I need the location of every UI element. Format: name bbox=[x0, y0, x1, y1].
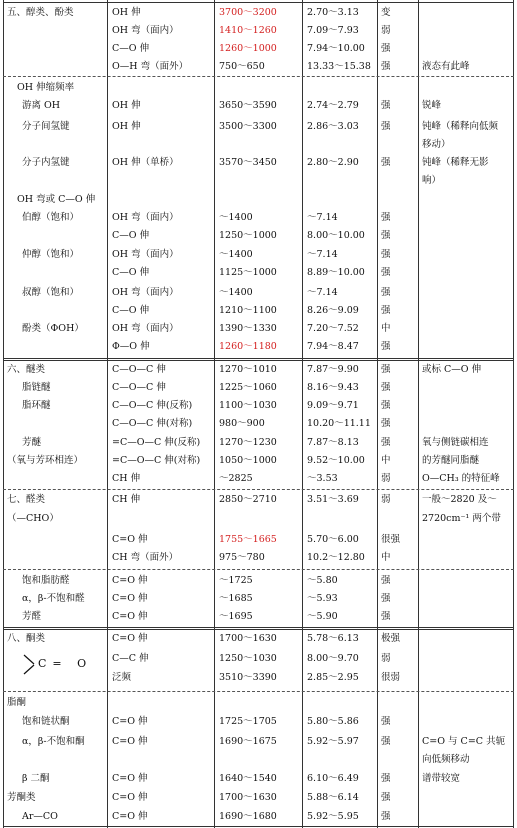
intensity-cell: 强 bbox=[381, 575, 391, 586]
vibration-cell: C—O—C 伸(对称) bbox=[112, 418, 193, 429]
intensity-cell: 强 bbox=[381, 364, 391, 375]
wavelength-cell: 10.2～12.80 bbox=[307, 552, 365, 563]
ketone-structure-symbol bbox=[22, 651, 102, 679]
wavelength-cell: 8.16～9.43 bbox=[307, 382, 359, 393]
group-cell: Ar—CO bbox=[22, 811, 58, 822]
intensity-cell: 强 bbox=[381, 437, 391, 448]
intensity-cell: 强 bbox=[381, 61, 391, 72]
col-rule bbox=[107, 0, 108, 828]
intensity-cell: 强 bbox=[381, 287, 391, 298]
vibration-cell: C—O—C 伸 bbox=[112, 364, 166, 375]
intensity-cell: 很强 bbox=[381, 534, 401, 545]
wavenumber-cell: ～1400 bbox=[219, 249, 253, 260]
intensity-cell: 强 bbox=[381, 341, 391, 352]
wavelength-cell: 5.92～5.97 bbox=[307, 736, 359, 747]
group-cell: 六、醚类 bbox=[7, 364, 46, 375]
section-rule bbox=[3, 627, 514, 630]
note-cell: 响） bbox=[422, 175, 442, 186]
wavenumber-cell: 1050～1000 bbox=[219, 455, 277, 466]
vibration-cell: C—O—C 伸(反称) bbox=[112, 400, 193, 411]
intensity-cell: 强 bbox=[381, 249, 391, 260]
wavenumber-cell: 1250～1030 bbox=[219, 653, 277, 664]
group-cell: 五、醇类、酚类 bbox=[7, 7, 74, 18]
intensity-cell: 强 bbox=[381, 418, 391, 429]
wavelength-cell: 7.94～10.00 bbox=[307, 43, 365, 54]
group-cell: 酚类（ΦOH） bbox=[22, 323, 84, 334]
wavelength-cell: 9.09～9.71 bbox=[307, 400, 359, 411]
wavelength-cell: 5.92～5.95 bbox=[307, 811, 359, 822]
intensity-cell: 强 bbox=[381, 593, 391, 604]
vibration-cell: C=O 伸 bbox=[112, 534, 148, 545]
intensity-cell: 强 bbox=[381, 100, 391, 111]
vibration-cell: CH 弯（面外） bbox=[112, 552, 179, 563]
wavelength-cell: 9.52～10.00 bbox=[307, 455, 365, 466]
wavenumber-cell: 1210～1100 bbox=[219, 305, 277, 316]
vibration-cell: =C—O—C 伸(对称) bbox=[112, 455, 201, 466]
wavelength-cell: ～7.14 bbox=[307, 287, 338, 298]
intensity-cell: 强 bbox=[381, 157, 391, 168]
wavenumber-cell: 3650～3590 bbox=[219, 100, 277, 111]
vibration-cell: C—O 伸 bbox=[112, 230, 150, 241]
group-cell: （氧与芳环相连） bbox=[7, 455, 84, 466]
group-cell: OH 伸缩频率 bbox=[17, 82, 75, 93]
intensity-cell: 极强 bbox=[381, 633, 401, 644]
wavelength-cell: 2.85～2.95 bbox=[307, 672, 359, 683]
group-cell: β 二酮 bbox=[22, 773, 50, 784]
wavenumber-cell: 1250～1000 bbox=[219, 230, 277, 241]
col-rule bbox=[3, 0, 4, 828]
col-rule bbox=[418, 0, 419, 828]
wavenumber-cell: 1270～1230 bbox=[219, 437, 277, 448]
wavelength-cell: 5.88～6.14 bbox=[307, 792, 359, 803]
intensity-cell: 强 bbox=[381, 773, 391, 784]
vibration-cell: 泛频 bbox=[112, 672, 132, 683]
note-cell: 移动） bbox=[422, 139, 451, 150]
group-cell: 七、醛类 bbox=[7, 494, 46, 505]
note-cell: 2720cm⁻¹ 两个带 bbox=[422, 513, 501, 524]
wavelength-cell: 8.89～10.00 bbox=[307, 267, 365, 278]
intensity-cell: 强 bbox=[381, 792, 391, 803]
col-rule bbox=[302, 0, 303, 828]
wavelength-cell: 8.26～9.09 bbox=[307, 305, 359, 316]
row-rule bbox=[3, 489, 514, 490]
wavelength-cell: 8.00～9.70 bbox=[307, 653, 359, 664]
vibration-cell: C=O 伸 bbox=[112, 773, 148, 784]
intensity-cell: 弱 bbox=[381, 494, 391, 505]
intensity-cell: 弱 bbox=[381, 25, 391, 36]
vibration-cell: OH 伸 bbox=[112, 7, 141, 18]
vibration-cell: C=O 伸 bbox=[112, 611, 148, 622]
vibration-cell: OH 弯（面内） bbox=[112, 249, 179, 260]
wavelength-cell: 2.70～3.13 bbox=[307, 7, 359, 18]
wavelength-cell: 13.33～15.38 bbox=[307, 61, 371, 72]
intensity-cell: 中 bbox=[381, 455, 391, 466]
group-cell: 脂环醚 bbox=[22, 400, 51, 411]
wavenumber-cell: 1690～1675 bbox=[219, 736, 277, 747]
group-cell: 八、酮类 bbox=[7, 633, 46, 644]
intensity-cell: 强 bbox=[381, 267, 391, 278]
wavelength-cell: 8.00～10.00 bbox=[307, 230, 365, 241]
wavelength-cell: ～5.80 bbox=[307, 575, 338, 586]
group-cell: 伯醇（饱和） bbox=[22, 212, 80, 223]
group-cell: α，β-不饱和醛 bbox=[22, 593, 85, 604]
wavelength-cell: ～3.53 bbox=[307, 473, 338, 484]
wavenumber-cell: 1100～1030 bbox=[219, 400, 277, 411]
vibration-cell: CH 伸 bbox=[112, 473, 141, 484]
vibration-cell: OH 弯（面内） bbox=[112, 212, 179, 223]
intensity-cell: 强 bbox=[381, 305, 391, 316]
group-cell: 芳醛 bbox=[22, 611, 42, 622]
note-cell: 钝峰（稀释向低频 bbox=[422, 121, 499, 132]
group-cell: 分子内氢键 bbox=[22, 157, 70, 168]
wavenumber-cell: ～1685 bbox=[219, 593, 253, 604]
wavenumber-cell: ～1400 bbox=[219, 212, 253, 223]
wavenumber-cell: 3570～3450 bbox=[219, 157, 277, 168]
vibration-cell: C=O 伸 bbox=[112, 736, 148, 747]
vibration-cell: C—O—C 伸 bbox=[112, 382, 166, 393]
wavelength-cell: 2.74～2.79 bbox=[307, 100, 359, 111]
group-cell: （—CHO） bbox=[7, 513, 59, 524]
vibration-cell: C—O 伸 bbox=[112, 305, 150, 316]
wavelength-cell: ～5.90 bbox=[307, 611, 338, 622]
wavenumber-cell: 1700～1630 bbox=[219, 633, 277, 644]
wavelength-cell: 7.09～7.93 bbox=[307, 25, 359, 36]
vibration-cell: C—C 伸 bbox=[112, 653, 149, 664]
vibration-cell: C=O 伸 bbox=[112, 575, 148, 586]
wavelength-cell: 7.87～9.90 bbox=[307, 364, 359, 375]
note-cell: 的芳醚同脂醚 bbox=[422, 455, 480, 466]
ketone-symbol-text: C= O bbox=[38, 657, 93, 670]
wavelength-cell: 7.94～8.47 bbox=[307, 341, 359, 352]
wavenumber-cell: 1260～1180 bbox=[219, 341, 277, 352]
vibration-cell: C=O 伸 bbox=[112, 593, 148, 604]
intensity-cell: 强 bbox=[381, 212, 391, 223]
note-cell: O—CH₃ 的特征峰 bbox=[422, 473, 500, 484]
intensity-cell: 强 bbox=[381, 43, 391, 54]
group-cell: 叔醇（饱和） bbox=[22, 287, 80, 298]
group-cell: 游离 OH bbox=[22, 100, 61, 111]
row-rule bbox=[3, 826, 514, 827]
note-cell: 液态有此峰 bbox=[422, 61, 470, 72]
intensity-cell: 强 bbox=[381, 811, 391, 822]
intensity-cell: 中 bbox=[381, 552, 391, 563]
wavelength-cell: ～7.14 bbox=[307, 212, 338, 223]
intensity-cell: 强 bbox=[381, 230, 391, 241]
wavelength-cell: 7.20～7.52 bbox=[307, 323, 359, 334]
intensity-cell: 中 bbox=[381, 323, 391, 334]
wavelength-cell: 5.70～6.00 bbox=[307, 534, 359, 545]
row-rule bbox=[3, 569, 514, 570]
vibration-cell: C—O 伸 bbox=[112, 267, 150, 278]
note-cell: 一般～2820 及～ bbox=[422, 494, 497, 505]
wavenumber-cell: 3500～3300 bbox=[219, 121, 277, 132]
wavelength-cell: 2.80～2.90 bbox=[307, 157, 359, 168]
wavenumber-cell: 3510～3390 bbox=[219, 672, 277, 683]
intensity-cell: 强 bbox=[381, 611, 391, 622]
wavelength-cell: ～5.93 bbox=[307, 593, 338, 604]
note-cell: 或标 C—O 伸 bbox=[422, 364, 482, 375]
group-cell: 饱和链状酮 bbox=[22, 716, 70, 727]
col-rule bbox=[214, 0, 215, 828]
wavenumber-cell: 1270～1010 bbox=[219, 364, 277, 375]
wavenumber-cell: ～1400 bbox=[219, 287, 253, 298]
wavenumber-cell: ～1725 bbox=[219, 575, 253, 586]
group-cell: 脂链醚 bbox=[22, 382, 51, 393]
wavelength-cell: ～7.14 bbox=[307, 249, 338, 260]
intensity-cell: 强 bbox=[381, 400, 391, 411]
wavenumber-cell: 1390～1330 bbox=[219, 323, 277, 334]
wavenumber-cell: 3700～3200 bbox=[219, 7, 277, 18]
intensity-cell: 强 bbox=[381, 716, 391, 727]
wavenumber-cell: 1700～1630 bbox=[219, 792, 277, 803]
wavenumber-cell: 1725～1705 bbox=[219, 716, 277, 727]
wavenumber-cell: ～2825 bbox=[219, 473, 253, 484]
vibration-cell: CH 伸 bbox=[112, 494, 141, 505]
wavelength-cell: 5.78～6.13 bbox=[307, 633, 359, 644]
note-cell: 钝峰（稀释无影 bbox=[422, 157, 489, 168]
group-cell: 芳醚 bbox=[22, 437, 42, 448]
intensity-cell: 很弱 bbox=[381, 672, 401, 683]
wavenumber-cell: 1690～1680 bbox=[219, 811, 277, 822]
wavenumber-cell: 1755～1665 bbox=[219, 534, 277, 545]
vibration-cell: OH 弯（面内） bbox=[112, 287, 179, 298]
col-rule bbox=[513, 0, 514, 828]
row-rule bbox=[3, 2, 514, 3]
vibration-cell: O—H 弯（面外） bbox=[112, 61, 189, 72]
row-rule bbox=[3, 76, 514, 77]
wavenumber-cell: 1260～1000 bbox=[219, 43, 277, 54]
note-cell: 锐峰 bbox=[422, 100, 442, 111]
vibration-cell: OH 伸（单桥） bbox=[112, 157, 179, 168]
group-cell: OH 弯或 C—O 伸 bbox=[17, 194, 96, 205]
wavenumber-cell: 1410～1260 bbox=[219, 25, 277, 36]
vibration-cell: C—O 伸 bbox=[112, 43, 150, 54]
wavenumber-cell: 975～780 bbox=[219, 552, 265, 563]
intensity-cell: 弱 bbox=[381, 653, 391, 664]
vibration-cell: C=O 伸 bbox=[112, 811, 148, 822]
intensity-cell: 强 bbox=[381, 382, 391, 393]
wavenumber-cell: 980～900 bbox=[219, 418, 265, 429]
wavenumber-cell: 1225～1060 bbox=[219, 382, 277, 393]
vibration-cell: OH 伸 bbox=[112, 100, 141, 111]
wavelength-cell: 5.80～5.86 bbox=[307, 716, 359, 727]
wavenumber-cell: 1640～1540 bbox=[219, 773, 277, 784]
note-cell: C=O 与 C=C 共轭 bbox=[422, 736, 506, 747]
note-cell: 向低频移动 bbox=[422, 754, 470, 765]
intensity-cell: 强 bbox=[381, 736, 391, 747]
wavelength-cell: 10.20～11.11 bbox=[307, 418, 371, 429]
note-cell: 氧与侧链碳相连 bbox=[422, 437, 489, 448]
section-rule bbox=[3, 358, 514, 361]
vibration-cell: OH 弯（面内） bbox=[112, 323, 179, 334]
wavenumber-cell: 750～650 bbox=[219, 61, 265, 72]
group-cell: 脂酮 bbox=[7, 697, 27, 708]
vibration-cell: C=O 伸 bbox=[112, 633, 148, 644]
wavenumber-cell: 2850～2710 bbox=[219, 494, 277, 505]
intensity-cell: 弱 bbox=[381, 473, 391, 484]
group-cell: 芳酮类 bbox=[7, 792, 36, 803]
vibration-cell: =C—O—C 伸(反称) bbox=[112, 437, 201, 448]
wavenumber-cell: 1125～1000 bbox=[219, 267, 277, 278]
note-cell: 谱带较宽 bbox=[422, 773, 461, 784]
wavelength-cell: 6.10～6.49 bbox=[307, 773, 359, 784]
group-cell: α，β-不饱和酮 bbox=[22, 736, 85, 747]
vibration-cell: OH 弯（面内） bbox=[112, 25, 179, 36]
row-rule bbox=[3, 691, 514, 692]
wavelength-cell: 2.86～3.03 bbox=[307, 121, 359, 132]
vibration-cell: C=O 伸 bbox=[112, 716, 148, 727]
wavelength-cell: 3.51～3.69 bbox=[307, 494, 359, 505]
wavenumber-cell: ～1695 bbox=[219, 611, 253, 622]
col-rule bbox=[377, 0, 378, 828]
vibration-cell: Φ—O 伸 bbox=[112, 341, 150, 352]
intensity-cell: 变 bbox=[381, 7, 391, 18]
vibration-cell: C=O 伸 bbox=[112, 792, 148, 803]
intensity-cell: 强 bbox=[381, 121, 391, 132]
wavelength-cell: 7.87～8.13 bbox=[307, 437, 359, 448]
group-cell: 仲醇（饱和） bbox=[22, 249, 80, 260]
group-cell: 饱和脂肪醛 bbox=[22, 575, 70, 586]
vibration-cell: OH 伸 bbox=[112, 121, 141, 132]
group-cell: 分子间氢键 bbox=[22, 121, 70, 132]
